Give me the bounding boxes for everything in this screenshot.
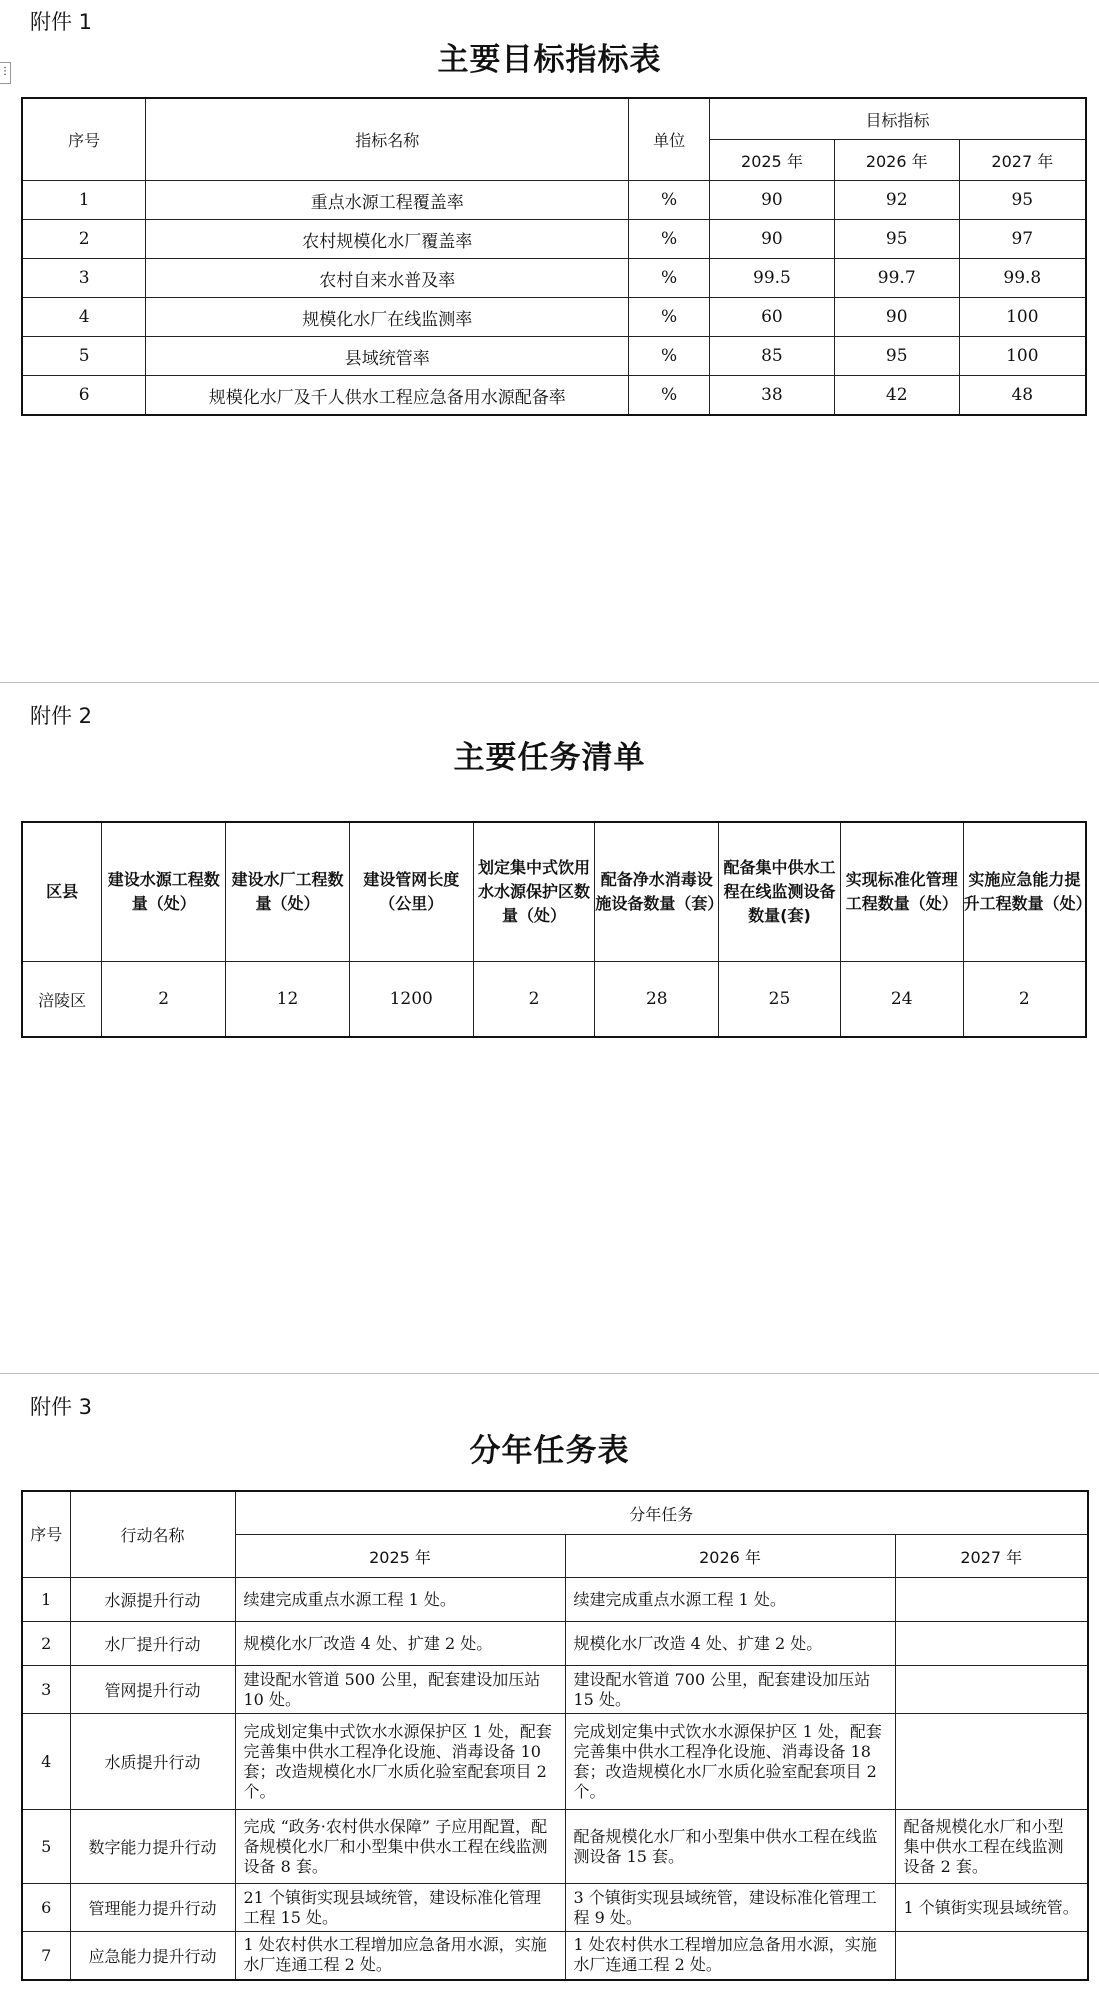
cell-2026: 规模化水厂改造 4 处、扩建 2 处。 [565, 1622, 895, 1666]
cell-2025: 85 [710, 337, 835, 376]
cell-2027: 48 [959, 376, 1086, 416]
cell-2026: 99.7 [834, 259, 959, 298]
cell-pipe-length: 1200 [349, 962, 473, 1038]
header-water-source: 建设水源工程数量（处） [102, 822, 226, 962]
cell-name: 规模化水厂及千人供水工程应急备用水源配备率 [146, 376, 629, 416]
cell-2027: 99.8 [959, 259, 1086, 298]
header-year-2025: 2025 年 [235, 1535, 565, 1578]
cell-2025: 完成 “政务·农村供水保障” 子应用配置，配备规模化水厂和小型集中供水工程在线监测设备 8 套。 [235, 1810, 565, 1884]
table-row [22, 1884, 1088, 1932]
header-action: 行动名称 [70, 1491, 235, 1578]
header-year-2027: 2027 年 [895, 1535, 1088, 1578]
cell-2027: 100 [959, 298, 1086, 337]
attachment-1-title: 主要目标指标表 [437, 42, 662, 78]
table-row [22, 1622, 1088, 1666]
cell-2027: 1 个镇街实现县域统管。 [895, 1884, 1088, 1932]
header-pipe-length: 建设管网长度（公里） [349, 822, 473, 962]
cell-2027 [895, 1622, 1088, 1666]
header-year-2026: 2026 年 [565, 1535, 895, 1578]
table-row [22, 1714, 1088, 1810]
header-protection-zone: 划定集中式饮用水水源保护区数量（处） [473, 822, 595, 962]
page-break [0, 1373, 1099, 1374]
cell-2027: 配备规模化水厂和小型集中供水工程在线监测设备 2 套。 [895, 1810, 1088, 1884]
cell-2027 [895, 1932, 1088, 1980]
cell-2025: 60 [710, 298, 835, 337]
header-unit: 单位 [629, 98, 710, 181]
cell-action: 水源提升行动 [70, 1578, 235, 1622]
table-row [22, 1932, 1088, 1980]
page-attachment-2 [0, 690, 1099, 1370]
header-year-2027: 2027 年 [959, 140, 1086, 181]
task-list-table [21, 821, 1092, 1038]
cell-name: 农村规模化水厂覆盖率 [146, 220, 629, 259]
cell-2026: 3 个镇街实现县域统管，建设标准化管理工程 9 处。 [565, 1884, 895, 1932]
cell-2026: 90 [834, 298, 959, 337]
cell-seq: 2 [22, 1622, 70, 1666]
table-row [22, 962, 1086, 1038]
attachment-2-title: 主要任务清单 [453, 740, 646, 776]
cell-2026: 95 [834, 337, 959, 376]
cell-seq: 2 [22, 220, 146, 259]
cell-unit: % [629, 259, 710, 298]
cell-unit: % [629, 376, 710, 416]
attachment-1-label: 附件 1 [30, 10, 93, 34]
cell-action: 水质提升行动 [70, 1714, 235, 1810]
cell-2027: 95 [959, 181, 1086, 220]
cell-seq: 1 [22, 181, 146, 220]
header-name: 指标名称 [146, 98, 629, 181]
page-break [0, 682, 1099, 683]
cell-standard-mgmt: 24 [840, 962, 963, 1038]
table-row [22, 1666, 1088, 1714]
cell-seq: 1 [22, 1578, 70, 1622]
cell-water-source: 2 [102, 962, 226, 1038]
table-row [22, 1810, 1088, 1884]
cell-2025: 续建完成重点水源工程 1 处。 [235, 1578, 565, 1622]
cell-seq: 5 [22, 1810, 70, 1884]
page-attachment-1 [0, 0, 1099, 680]
cell-district: 涪陵区 [22, 962, 102, 1038]
header-district: 区县 [22, 822, 102, 962]
table-row [22, 220, 1086, 259]
cell-seq: 3 [22, 259, 146, 298]
cell-action: 应急能力提升行动 [70, 1932, 235, 1980]
cell-seq: 6 [22, 1884, 70, 1932]
cell-2025: 99.5 [710, 259, 835, 298]
cell-2026: 95 [834, 220, 959, 259]
header-disinfection: 配备净水消毒设施设备数量（套） [595, 822, 719, 962]
table-row [22, 181, 1086, 220]
cell-2025: 90 [710, 220, 835, 259]
cell-2025: 90 [710, 181, 835, 220]
cell-name: 县域统管率 [146, 337, 629, 376]
table-row [22, 337, 1086, 376]
header-target-group: 目标指标 [710, 98, 1086, 140]
table-row [22, 376, 1086, 416]
header-emergency: 实施应急能力提升工程数量（处） [963, 822, 1086, 962]
cell-2025: 38 [710, 376, 835, 416]
cell-seq: 4 [22, 1714, 70, 1810]
cell-seq: 5 [22, 337, 146, 376]
header-seq: 序号 [22, 98, 146, 181]
cell-2026: 完成划定集中式饮水水源保护区 1 处，配套完善集中供水工程净化设施、消毒设备 18 套；改造规模化水厂水质化验室配套项目 2 个。 [565, 1714, 895, 1810]
header-online-monitoring: 配备集中供水工程在线监测设备数量(套) [719, 822, 841, 962]
table-row [22, 259, 1086, 298]
cell-2025: 完成划定集中式饮水水源保护区 1 处，配套完善集中供水工程净化设施、消毒设备 10 套；改造规模化水厂水质化验室配套项目 2 个。 [235, 1714, 565, 1810]
cell-protection-zone: 2 [473, 962, 595, 1038]
cell-2026: 建设配水管道 700 公里，配套建设加压站 15 处。 [565, 1666, 895, 1714]
cell-2027: 97 [959, 220, 1086, 259]
cell-2027 [895, 1666, 1088, 1714]
cell-water-plant: 12 [226, 962, 350, 1038]
cell-2027 [895, 1714, 1088, 1810]
cell-2025: 建设配水管道 500 公里，配套建设加压站 10 处。 [235, 1666, 565, 1714]
table-row [22, 1578, 1088, 1622]
target-indicator-table [21, 97, 1087, 416]
cell-seq: 4 [22, 298, 146, 337]
annual-task-table [21, 1490, 1089, 1981]
cell-action: 管网提升行动 [70, 1666, 235, 1714]
attachment-3-title: 分年任务表 [469, 1433, 630, 1469]
cell-action: 数字能力提升行动 [70, 1810, 235, 1884]
cell-unit: % [629, 220, 710, 259]
cell-emergency: 2 [963, 962, 1086, 1038]
header-seq: 序号 [22, 1491, 70, 1578]
cell-2026: 1 处农村供水工程增加应急备用水源，实施水厂连通工程 2 处。 [565, 1932, 895, 1980]
cell-2025: 21 个镇街实现县域统管，建设标准化管理工程 15 处。 [235, 1884, 565, 1932]
cell-unit: % [629, 337, 710, 376]
cell-2027 [895, 1578, 1088, 1622]
attachment-3-label: 附件 3 [30, 1395, 93, 1419]
cell-name: 规模化水厂在线监测率 [146, 298, 629, 337]
table-row [22, 298, 1086, 337]
page-attachment-3 [0, 1381, 1099, 1989]
cell-seq: 7 [22, 1932, 70, 1980]
header-standard-mgmt: 实现标准化管理工程数量（处） [840, 822, 963, 962]
cell-seq: 3 [22, 1666, 70, 1714]
cell-2026: 配备规模化水厂和小型集中供水工程在线监测设备 15 套。 [565, 1810, 895, 1884]
cell-2025: 规模化水厂改造 4 处、扩建 2 处。 [235, 1622, 565, 1666]
attachment-2-label: 附件 2 [30, 704, 93, 728]
cell-2025: 1 处农村供水工程增加应急备用水源，实施水厂连通工程 2 处。 [235, 1932, 565, 1980]
cell-action: 水厂提升行动 [70, 1622, 235, 1666]
header-year-2026: 2026 年 [834, 140, 959, 181]
cell-action: 管理能力提升行动 [70, 1884, 235, 1932]
cell-name: 农村自来水普及率 [146, 259, 629, 298]
header-water-plant: 建设水厂工程数量（处） [226, 822, 350, 962]
cell-seq: 6 [22, 376, 146, 416]
cell-2026: 92 [834, 181, 959, 220]
ruler-marker-icon: ⋮ [0, 62, 11, 84]
cell-online-monitoring: 25 [719, 962, 841, 1038]
header-year-2025: 2025 年 [710, 140, 835, 181]
cell-2026: 42 [834, 376, 959, 416]
cell-disinfection: 28 [595, 962, 719, 1038]
cell-name: 重点水源工程覆盖率 [146, 181, 629, 220]
cell-2027: 100 [959, 337, 1086, 376]
cell-unit: % [629, 298, 710, 337]
cell-2026: 续建完成重点水源工程 1 处。 [565, 1578, 895, 1622]
header-annual-group: 分年任务 [235, 1491, 1088, 1535]
cell-unit: % [629, 181, 710, 220]
